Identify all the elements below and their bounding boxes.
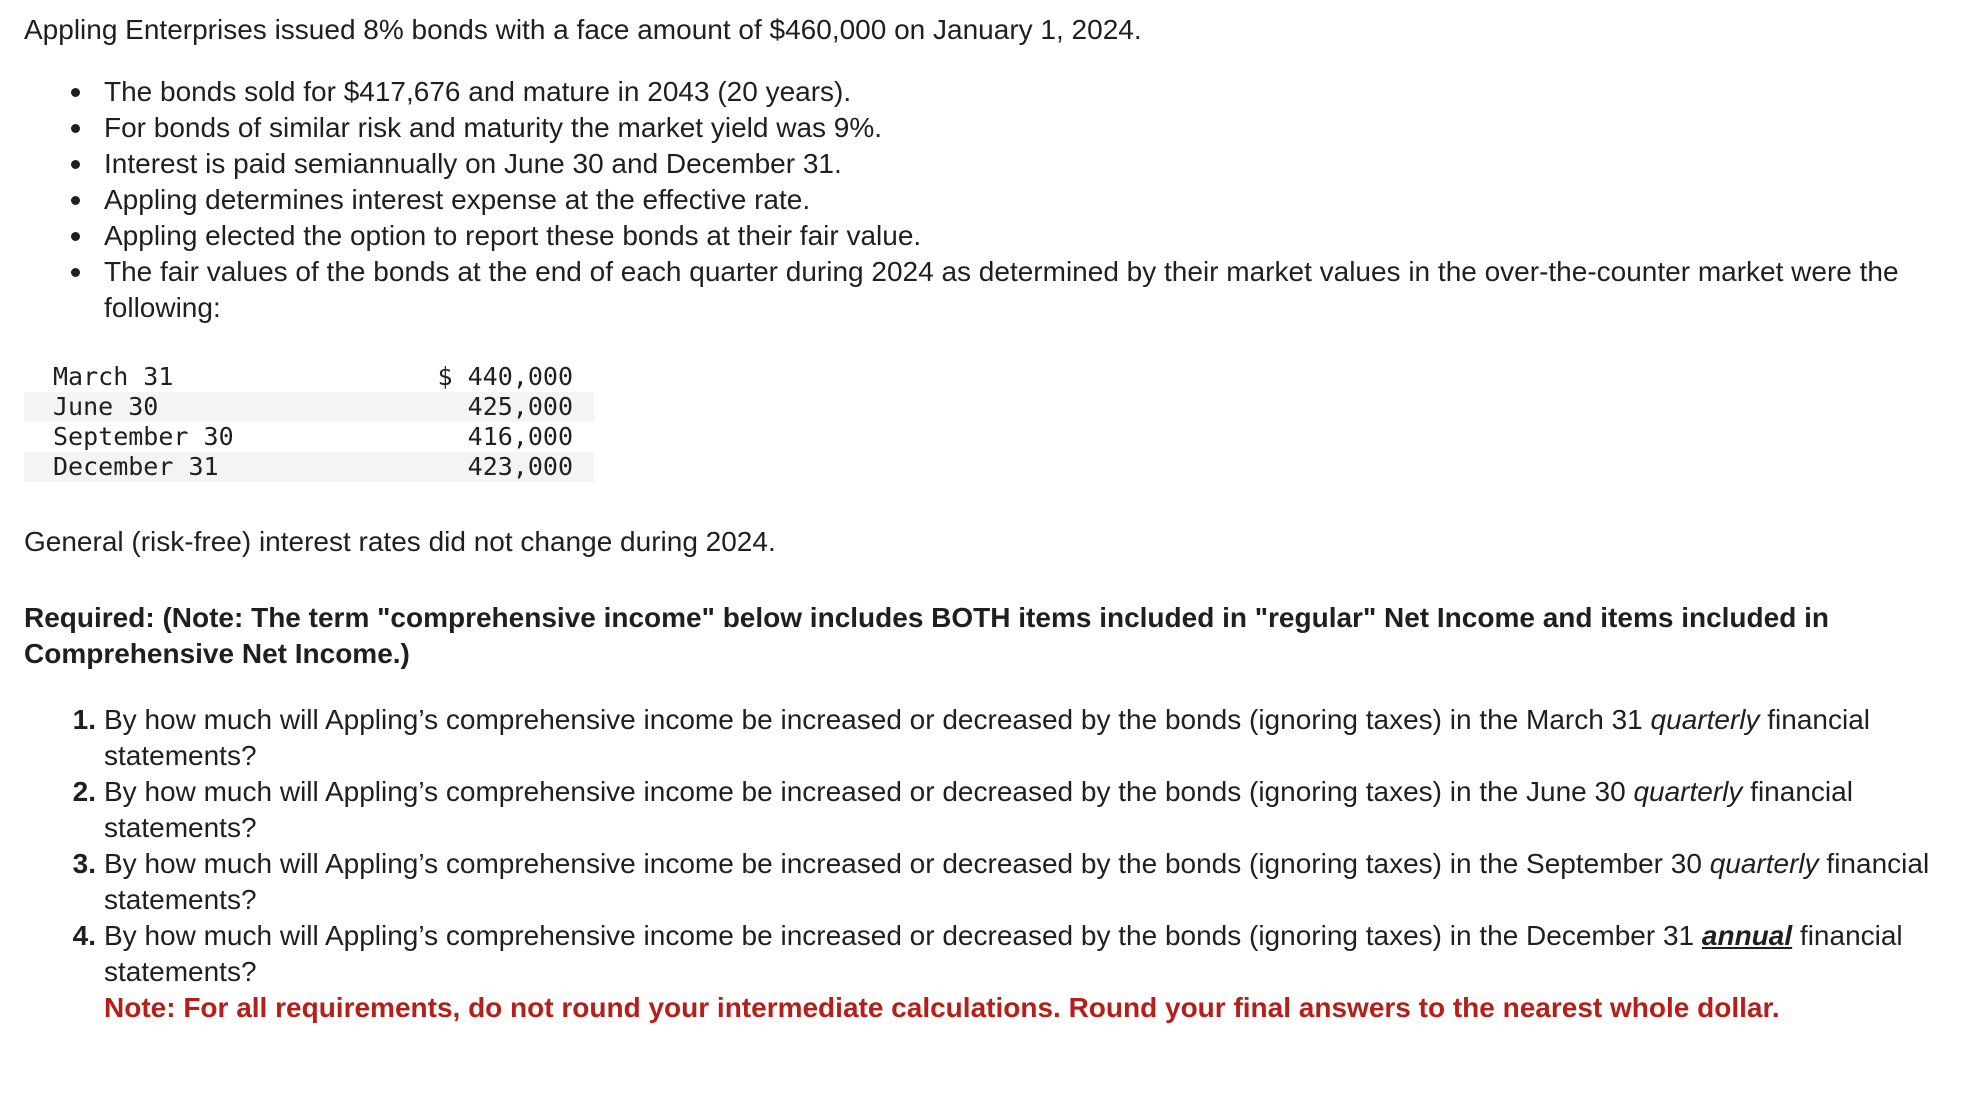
requirement-text-end: financial statements? [104,920,1903,987]
requirement-text: By how much will Appling’s comprehensive income be increased or decreased by the bonds (ignoring taxes) in the March 31 [104,704,1651,735]
problem-intro: Appling Enterprises issued 8% bonds with a face amount of $460,000 on January 1, 2024. [24,14,1142,45]
required-heading: Required: (Note: The term "comprehensive income" below includes BOTH items included in "regular" Net Income and items included in Comprehensive Net Income.) [24,602,1829,669]
requirement-text-end: financial statements? [104,848,1930,915]
fair-value-table [24,362,594,482]
requirement-text: By how much will Appling’s comprehensive income be increased or decreased by the bonds (ignoring taxes) in the June 30 [104,776,1634,807]
requirement-text: By how much will Appling’s comprehensive income be increased or decreased by the bonds (ignoring taxes) in the December 31 [104,920,1702,951]
requirement-text-end: financial statements? [104,704,1870,771]
requirements-list [24,702,1958,990]
requirement-item [72,702,1958,774]
requirement-text: By how much will Appling’s comprehensive income be increased or decreased by the bonds (ignoring taxes) in the September 30 [104,848,1710,879]
bond-fact-item: Appling determines interest expense at the effective rate. [104,182,1958,218]
requirement-period-emphasis: quarterly [1709,848,1819,879]
fair-value-date: September 30 [53,422,234,451]
rounding-note: Note: For all requirements, do not round your intermediate calculations. Round your final answers to the nearest whole dollar. [104,992,1780,1023]
fair-value-date: December 31 [24,452,383,482]
table-row [24,422,594,452]
fair-value-date: March 31 [53,362,174,391]
fair-value-amount: 423,000 [383,452,594,482]
requirement-number: 1. [72,704,96,735]
bond-facts-list [24,74,1958,326]
fair-value-date: June 30 [24,392,383,422]
fair-value-amount: $ 440,000 [437,362,573,391]
requirement-period-emphasis: annual [1701,920,1793,951]
requirement-number: 4. [72,920,96,951]
bond-fact-item: The bonds sold for $417,676 and mature in 2043 (20 years). [104,74,1958,110]
bond-fact-item: Appling elected the option to report these bonds at their fair value. [104,218,1958,254]
requirement-item [72,918,1958,990]
general-rates-statement: General (risk-free) interest rates did not change during 2024. [24,526,776,557]
bond-fact-item: For bonds of similar risk and maturity the market yield was 9%. [104,110,1958,146]
requirement-item [72,774,1958,846]
requirement-period-emphasis: quarterly [1633,776,1743,807]
requirement-number: 3. [72,848,96,879]
requirement-number: 2. [72,776,96,807]
bond-fact-item: The fair values of the bonds at the end of each quarter during 2024 as determined by their market values in the over-the-counter market were the following: [104,254,1958,326]
bond-fact-item: Interest is paid semiannually on June 30 and December 31. [104,146,1958,182]
requirement-item [72,846,1958,918]
table-row [24,452,594,482]
table-row [24,362,594,392]
fair-value-amount: 416,000 [467,422,573,451]
requirement-period-emphasis: quarterly [1650,704,1760,735]
table-row [24,392,594,422]
requirement-text-end: financial statements? [104,776,1853,843]
fair-value-amount: 425,000 [383,392,594,422]
